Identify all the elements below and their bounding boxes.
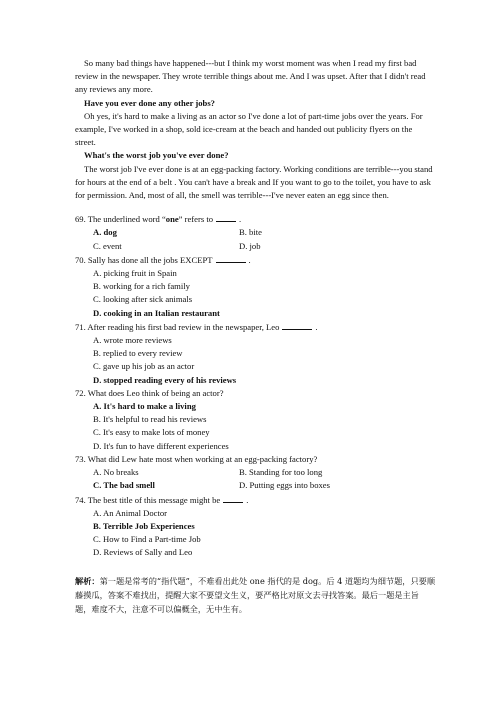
option-d: D. Putting eggs into boxes: [239, 480, 330, 491]
option-b: B. It's helpful to read his reviews: [93, 414, 207, 425]
question-74: 74. The best title of this message might be .: [75, 494, 249, 505]
question-70: 70. Sally has done all the jobs EXCEPT .: [75, 254, 251, 265]
option-a: A. wrote more reviews: [93, 335, 172, 346]
interview-question: What's the worst job you've ever done?: [84, 150, 229, 161]
option-row: [93, 226, 435, 239]
analysis-label: 解析：: [75, 575, 100, 586]
option-d: D. It's fun to have different experiences: [93, 440, 229, 451]
option-row: [93, 466, 435, 479]
passage-paragraph: So many bad things have happened---but I think my worst moment was when I read my first bad review in the newspaper. They wrote terrible things about me. And I was upset. After that I didn't read any reviews any more.: [75, 58, 426, 95]
analysis-paragraph: [75, 574, 435, 616]
option-c: C. gave up his job as an actor: [93, 361, 195, 372]
option-a: A. No breaks: [93, 467, 139, 478]
option-b: B. Standing for too long: [239, 467, 323, 478]
option-d: D. job: [239, 240, 261, 251]
question-list: [75, 212, 435, 559]
option-a: A. It's hard to make a living: [93, 401, 196, 412]
question-71: 71. After reading his first bad review in the newspaper, Leo .: [75, 321, 318, 332]
option-a: A. dog: [93, 227, 117, 238]
option-a: A. picking fruit in Spain: [93, 268, 177, 279]
question-72: 72. What does Leo think of being an actor?: [75, 387, 224, 398]
option-c: C. The bad smell: [93, 480, 155, 491]
passage-paragraph: The worst job I've ever done is at an egg-packing factory. Working conditions are terrible---you stand for hours at the end of a belt . You can't have a break and If you want to go to the toilet, you have to ask for permission. And, most of all, the smell was terrible---I've never eaten an egg since then.: [75, 163, 433, 201]
option-b: B. Terrible Job Experiences: [93, 520, 195, 531]
underlined-word: one: [165, 214, 179, 225]
answer-blank: [216, 212, 236, 222]
option-d: D. stopped reading every of his reviews: [93, 374, 237, 385]
option-c: C. How to Find a Part-time Job: [93, 534, 201, 545]
answer-blank: [223, 493, 243, 503]
option-d: D. Reviews of Sally and Leo: [93, 547, 193, 558]
analysis-text: 第一题是常考的“指代题”，不难看出此处 one 指代的是 dog。后 4 道题均为细节题，只要顺藤摸瓜，答案不难找出，提醒大家不要望文生义，要严格比对原文去寻找答案。最后一题是主旨题，难度不大，注意不可以偏概全，无中生有。: [75, 575, 436, 614]
option-row: [93, 479, 435, 492]
answer-blank: [282, 320, 312, 330]
option-b: B. working for a rich family: [93, 281, 190, 292]
option-c: C. looking after sick animals: [93, 294, 193, 305]
option-d: D. cooking in an Italian restaurant: [93, 307, 220, 318]
interview-question: Have you ever done any other jobs?: [84, 97, 215, 108]
answer-blank: [216, 253, 246, 263]
option-b: B. replied to every review: [93, 348, 183, 359]
option-c: C. event: [93, 240, 122, 251]
question-73: 73. What did Lew hate most when working at an egg-packing factory?: [75, 453, 318, 464]
question-69: 69. The underlined word “one” refers to .: [75, 214, 242, 225]
option-row: [93, 240, 435, 253]
option-a: A. An Animal Doctor: [93, 507, 167, 518]
option-b: B. bite: [239, 227, 262, 238]
option-c: C. It's easy to make lots of money: [93, 427, 210, 438]
document-content: [75, 57, 435, 616]
passage-paragraph: Oh yes, it's hard to make a living as an actor so I've done a lot of part-time jobs over the years. For example, I've worked in a shop, sold ice-cream at the beach and handed out publicity flyers on the street.: [75, 110, 423, 148]
